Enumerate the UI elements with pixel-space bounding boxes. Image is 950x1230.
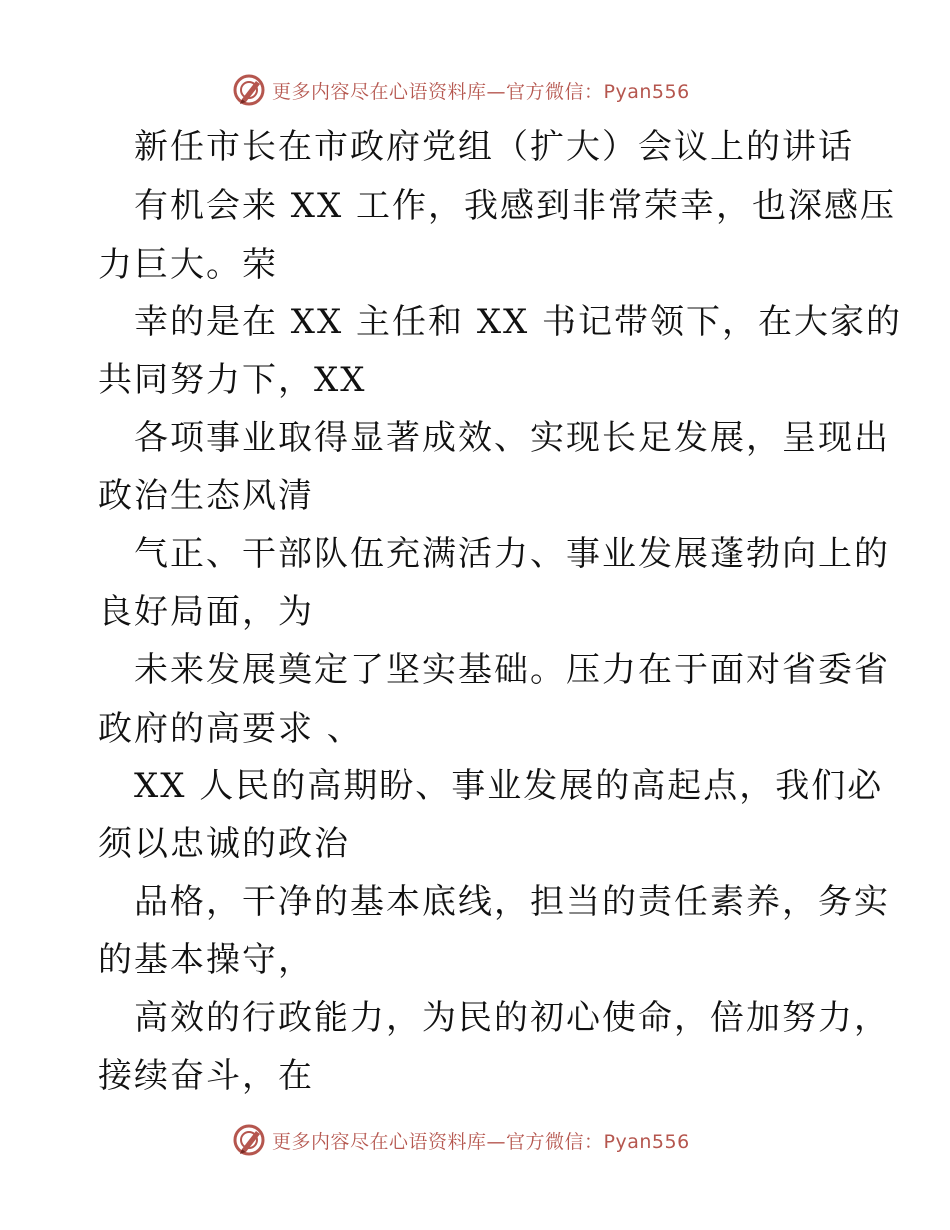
paragraph-line: 有机会来 XX 工作，我感到非常荣幸，也深感压 [134, 186, 897, 226]
paragraph-line: 品格，干净的基本底线，担当的责任素养，务实 [134, 882, 890, 922]
header-banner-text: 更多内容尽在心语资料库—官方微信：Pyan556 [272, 80, 690, 103]
paragraph-line: 力巨大。荣 [98, 245, 278, 285]
paragraph-line: 的基本操守， [98, 940, 314, 980]
paragraph-line: 气正、干部队伍充满活力、事业发展蓬勃向上的 [134, 534, 890, 574]
paragraph-line: 须以忠诚的政治 [98, 824, 350, 864]
paragraph-line: 共同努力下，XX [98, 360, 367, 400]
footer-banner [232, 1120, 752, 1160]
paragraph-line: 高效的行政能力，为民的初心使命，倍加努力， [134, 998, 890, 1038]
paragraph-line: 政治生态风清 [98, 476, 314, 516]
paragraph-line: XX 人民的高期盼、事业发展的高起点，我们必 [134, 766, 884, 806]
header-banner [232, 70, 752, 110]
footer-banner-text: 更多内容尽在心语资料库—官方微信：Pyan556 [272, 1130, 690, 1153]
paragraph-line: 未来发展奠定了坚实基础。压力在于面对省委省 [134, 650, 890, 690]
paragraph-line: 良好局面，为 [98, 592, 314, 632]
paragraph-line: 接续奋斗，在 [98, 1056, 314, 1096]
pen-logo-icon [232, 1123, 266, 1157]
document-title: 新任市长在市政府党组（扩大）会议上的讲话 [134, 127, 854, 167]
pen-logo-icon [232, 73, 266, 107]
paragraph-line: 幸的是在 XX 主任和 XX 书记带领下，在大家的 [134, 302, 903, 342]
paragraph-line: 政府的高要求 、 [98, 709, 363, 749]
paragraph-line: 各项事业取得显著成效、实现长足发展，呈现出 [134, 418, 890, 458]
